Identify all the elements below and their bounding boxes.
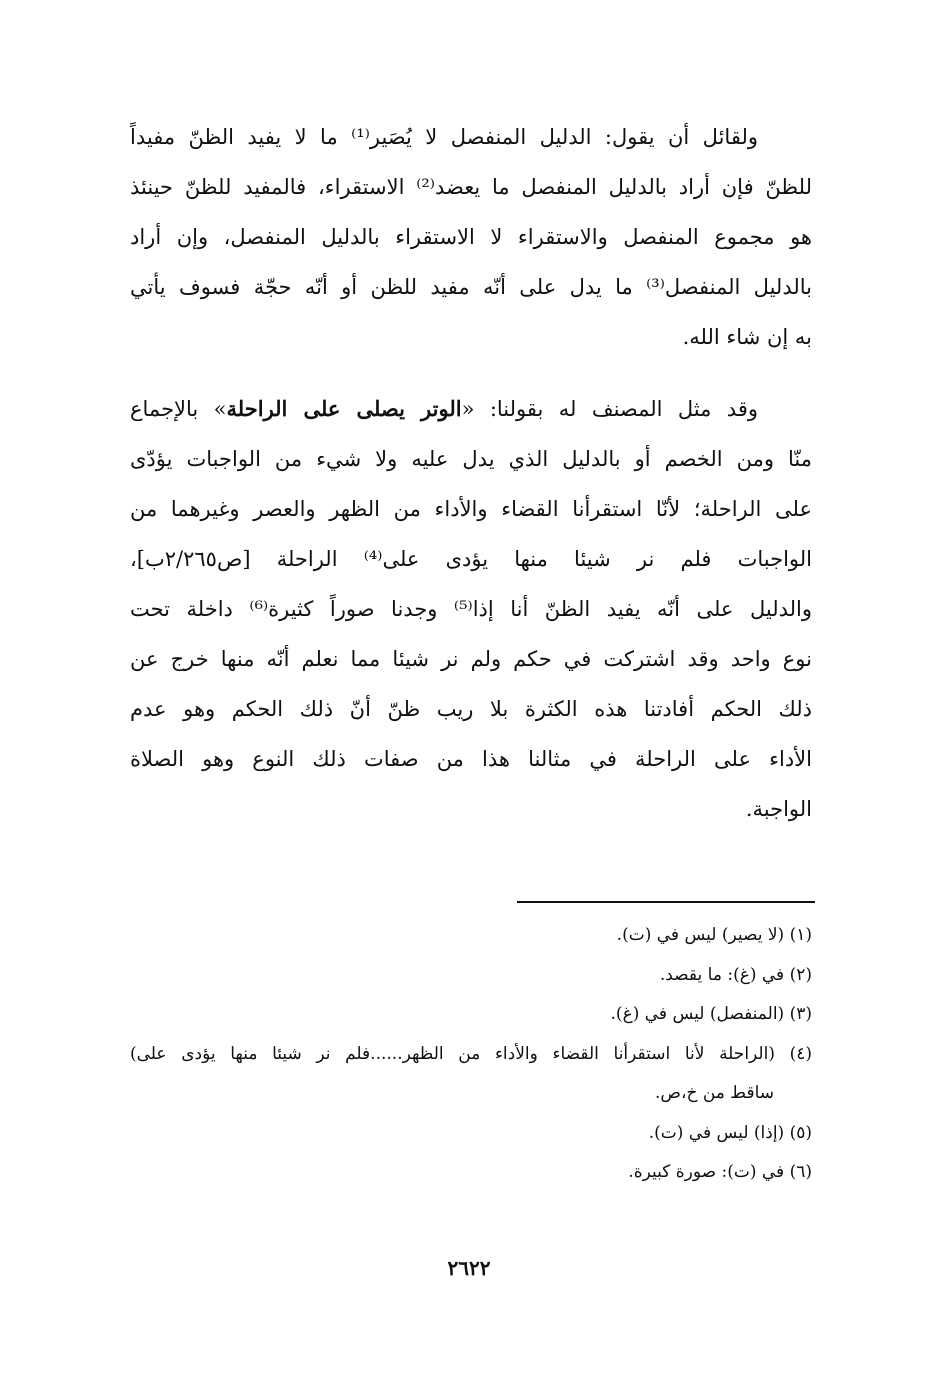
text-line: ذلك الحكم أفادتنا هذه الكثرة بلا ريب ظنّ أنّ ذلك الحكم وهو عدم	[130, 697, 812, 721]
text-line: نوع واحد وقد اشتركت في حكم ولم نر شيئا مما نعلم أنّه منها خرج عن	[130, 647, 812, 671]
footnote: (٦) في (ت): صورة كبيرة.	[628, 1162, 812, 1182]
quoted-example: الوتر يصلى على الراحلة	[226, 396, 462, 421]
footnote: (٢) في (غ): ما يقصد.	[659, 964, 812, 985]
text-line: الأداء على الراحلة في مثالنا هذا من صفات ذلك النوع وهو الصلاة	[130, 747, 812, 771]
text-line: الواجبة.	[745, 797, 812, 821]
text-line: منّا ومن الخصم أو بالدليل الذي يدل عليه ولا شيء من الواجبات يؤدّى	[130, 447, 812, 471]
quote-close: » بالإجماع	[130, 397, 227, 421]
text-line: هو مجموع المنفصل والاستقراء لا الاستقراء بالدليل المنفصل، وإن أراد	[130, 225, 812, 249]
quote-open: وقد مثل المصنف له بقولنا: «	[461, 397, 759, 421]
text-line: ولقائل أن يقول: الدليل المنفصل لا يُصَير⁽¹⁾ ما لا يفيد الظنّ مفيداً	[130, 125, 758, 149]
footnote: (٥) (إذا) ليس في (ت).	[648, 1122, 812, 1143]
text-line: الواجبات فلم نر شيئا منها يؤدى على⁽⁴⁾ الراحلة [ص٢/٢٦٥ب]،	[130, 547, 812, 571]
text-line: على الراحلة؛ لأنّا استقرأنا القضاء والأداء من الظهر والعصر وغيرهما من	[130, 497, 812, 521]
page-number: ٢٦٢٢	[447, 1256, 491, 1280]
footnote-divider	[517, 901, 815, 903]
footnote-continuation: ساقط من خ،ص.	[655, 1083, 774, 1103]
footnote: (١) (لا يصير) ليس في (ت).	[616, 925, 812, 945]
text-line	[130, 384, 812, 434]
footnote: (٣) (المنفصل) ليس في (غ).	[610, 1004, 812, 1024]
main-text	[130, 112, 812, 834]
text-line: بالدليل المنفصل⁽³⁾ ما يدل على أنّه مفيد للظن أو أنّه حجّة فسوف يأتي	[130, 275, 812, 299]
footnotes	[130, 916, 812, 1193]
text-line: به إن شاء الله.	[682, 325, 812, 349]
text-line: للظنّ فإن أراد بالدليل المنفصل ما يعضد⁽²⁾ الاستقراء، فالمفيد للظنّ حينئذ	[130, 175, 812, 199]
text-line: والدليل على أنّه يفيد الظنّ أنا إذا⁽⁵⁾ وجدنا صوراً كثيرة⁽⁶⁾ داخلة تحت	[130, 597, 812, 621]
footnote: (٤) (الراحلة لأنا استقرأنا القضاء والأداء من الظهر......فلم نر شيئا منها يؤدى على)	[130, 1043, 812, 1064]
